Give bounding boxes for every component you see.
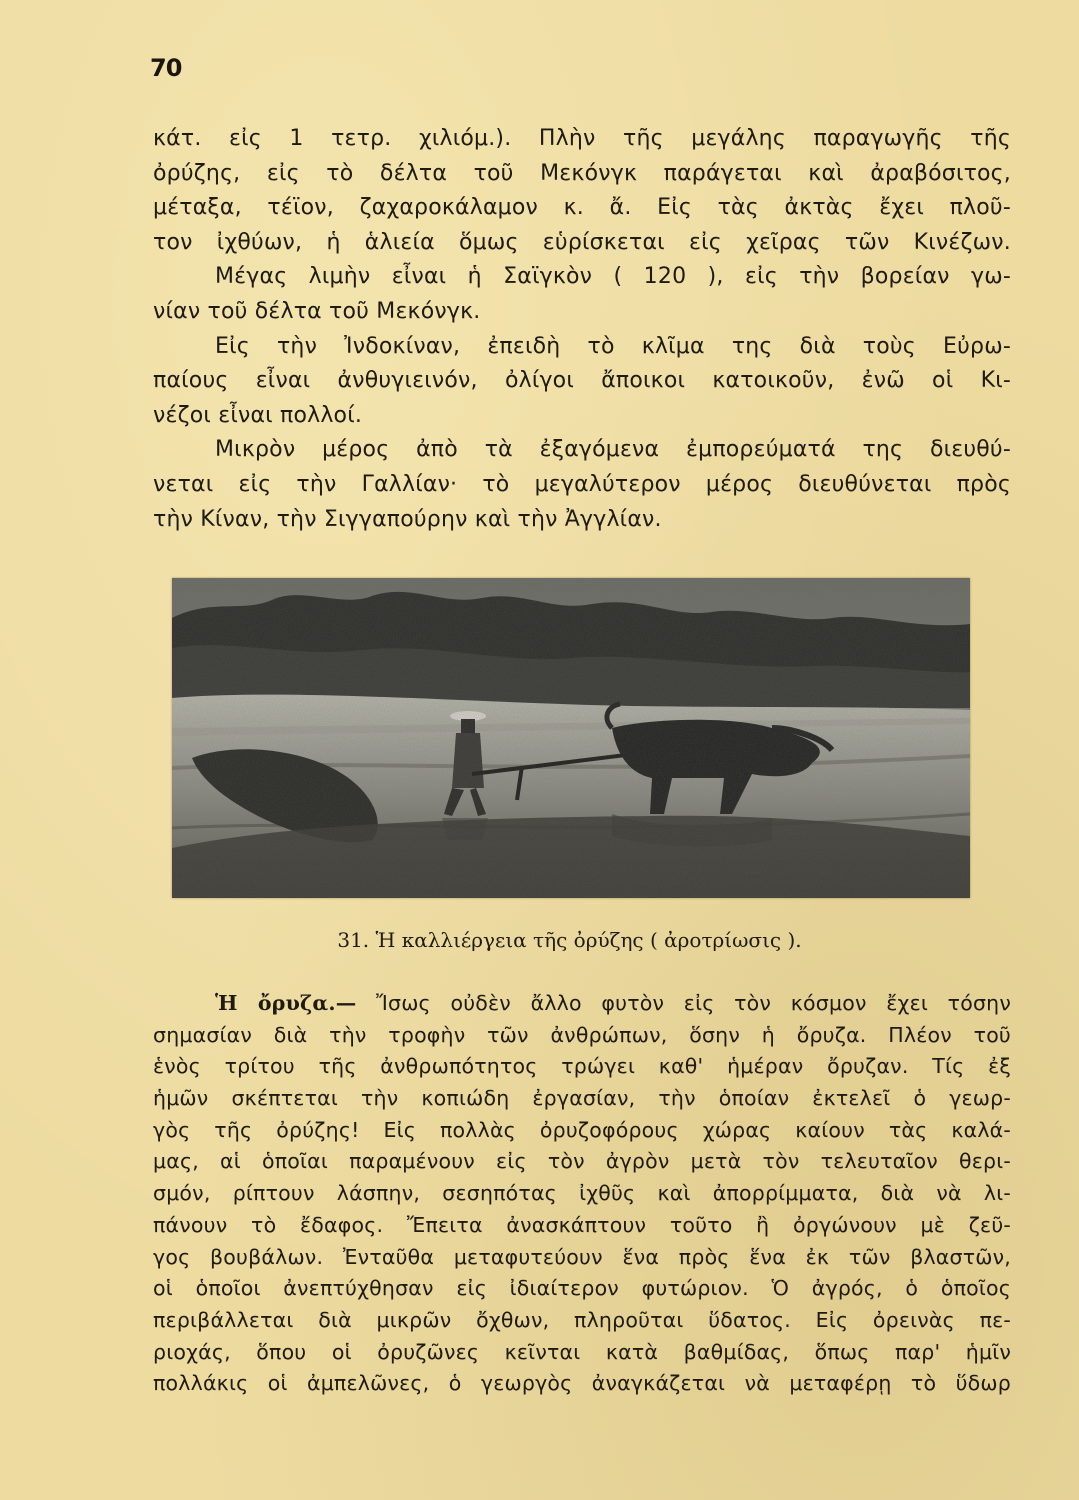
text-line: παίους εἶναι ἀνθυγιεινόν, ὀλίγοι ἄποικοι κατοικοῦν, ἐνῶ οἱ Κι- (153, 368, 1011, 394)
text-line: τὴν Κίναν, τὴν Σιγγαπούρην καὶ τὴν Ἀγγλίαν. (153, 506, 662, 532)
text-line: περιβάλλεται διὰ μικρῶν ὄχθων, πληροῦται ὕδατος. Εἰς ὀρεινὰς πε- (153, 1307, 1011, 1332)
photo-illustration (172, 578, 970, 898)
page-number: 70 (150, 54, 182, 82)
text-line: γὸς τῆς ὀρύζης! Εἰς πολλὰς ὀρυζοφόρους χώρας καίουν τὰς καλά- (153, 1117, 1011, 1142)
text-line: πολλάκις οἱ ἀμπελῶνες, ὁ γεωργὸς ἀναγκάζεται νὰ μεταφέρῃ τὸ ὕδωρ (153, 1371, 1011, 1396)
section-heading: Ἡ ὄρυζα.— (215, 991, 357, 1015)
body-text-bottom (153, 988, 1011, 1400)
text-line: ἑνὸς τρίτου τῆς ἀνθρωπότητος τρώγει καθ' ἡμέραν ὄρυζαν. Τίς ἐξ (153, 1054, 1011, 1079)
text-line: μέταξα, τέϊον, ζαχαροκάλαμον κ. ἄ. Εἰς τὰς ἀκτὰς ἔχει πλοῦ- (153, 195, 1011, 221)
text-line: νίαν τοῦ δέλτα τοῦ Μεκόνγκ. (153, 298, 481, 324)
text-line: κάτ. εἰς 1 τετρ. χιλιόμ.). Πλὴν τῆς μεγάλης παραγωγῆς τῆς (153, 126, 1011, 151)
text-line: μας, αἱ ὁποῖαι παραμένουν εἰς τὸν ἀγρὸν μετὰ τὸν τελευταῖον θερι- (153, 1149, 1011, 1174)
text-line: οἱ ὁποῖοι ἀνεπτύχθησαν εἰς ἰδιαίτερον φυτώριον. Ὁ ἀγρός, ὁ ὁποῖος (153, 1276, 1011, 1301)
text-line: ριοχάς, ὅπου οἱ ὀρυζῶνες κεῖνται κατὰ βαθμίδας, ὅπως παρ' ἡμῖν (153, 1339, 1011, 1364)
text-line: ἡμῶν σκέπτεται τὴν κοπιώδη ἐργασίαν, τὴν ὁποίαν ἐκτελεῖ ὁ γεωρ- (153, 1086, 1011, 1111)
text-line: Εἰς τὴν Ἰνδοκίναν, ἐπειδὴ τὸ κλῖμα της διὰ τοὺς Εὐρω- (215, 333, 1011, 359)
text-line: σμόν, ρίπτουν λάσπην, σεσηπότας ἰχθῦς καὶ ἀπορρίμματα, διὰ νὰ λι- (153, 1181, 1011, 1206)
rice-ploughing-photo (172, 578, 970, 898)
text-line: νεται εἰς τὴν Γαλλίαν· τὸ μεγαλύτερον μέρος διευθύνεται πρὸς (153, 471, 1011, 497)
body-text-top (153, 122, 1011, 537)
figure-caption: 31. Ἡ καλλιέργεια τῆς ὀρύζης ( ἀροτρίωσις ). (337, 928, 802, 952)
text-line: νέζοι εἶναι πολλοί. (153, 402, 363, 428)
text-line: ὀρύζης, εἰς τὸ δέλτα τοῦ Μεκόνγκ παράγεται καὶ ἀραβόσιτος, (153, 160, 1011, 186)
text-line: σημασίαν διὰ τὴν τροφὴν τῶν ἀνθρώπων, ὅσην ἡ ὄρυζα. Πλέον τοῦ (153, 1022, 1011, 1047)
text-line: γος βουβάλων. Ἐνταῦθα μεταφυτεύουν ἕνα πρὸς ἕνα ἐκ τῶν βλαστῶν, (153, 1244, 1011, 1269)
text-line-rest: Ἴσως οὐδὲν ἄλλο φυτὸν εἰς τὸν κόσμον ἔχει τόσην (376, 991, 1012, 1015)
text-line: Μικρὸν μέρος ἀπὸ τὰ ἐξαγόμενα ἐμπορεύματά της διευθύ- (215, 437, 1011, 463)
text-line: τον ἰχθύων, ἡ ἁλιεία ὅμως εὑρίσκεται εἰς χεῖρας τῶν Κινέζων. (153, 229, 1011, 255)
text-line (153, 988, 1011, 1020)
text-line: πάνουν τὸ ἔδαφος. Ἔπειτα ἀνασκάπτουν τοῦτο ἢ ὀργώνουν μὲ ζεῦ- (153, 1212, 1011, 1237)
text-line: Μέγας λιμὴν εἶναι ἡ Σαϊγκὸν ( 120 ), εἰς τὴν βορείαν γω- (215, 264, 1011, 290)
